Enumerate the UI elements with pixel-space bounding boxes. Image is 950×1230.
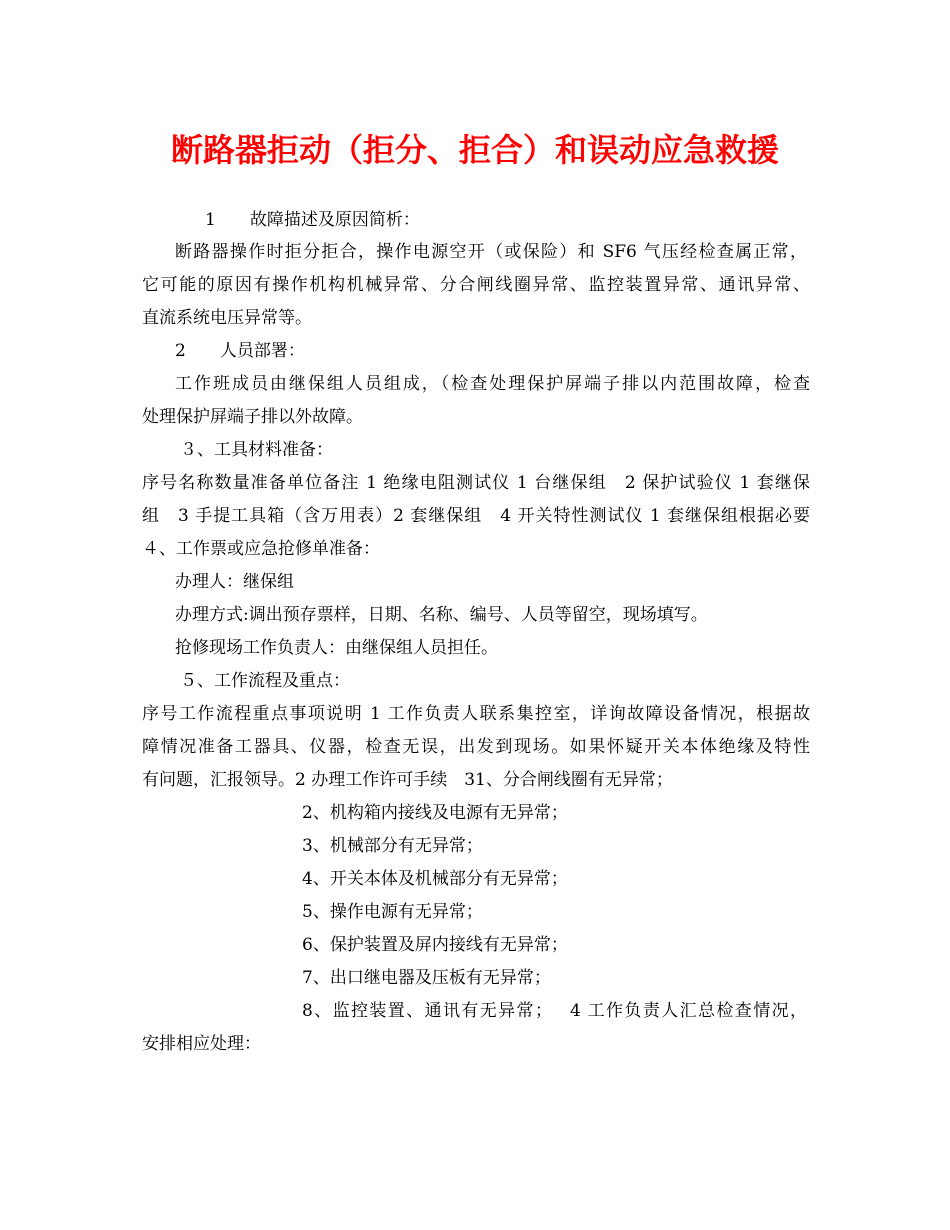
paragraph-line: 它可能的原因有操作机构机械异常、分合闸线圈异常、监控装置异常、通讯异常、 bbox=[142, 275, 810, 295]
document-title: 断路器拒动（拒分、拒合）和误动应急救援 bbox=[170, 131, 779, 169]
paragraph-line: 障情况准备工器具、仪器，检查无误，出发到现场。如果怀疑开关本体绝缘及特性 bbox=[142, 737, 810, 757]
checklist-item: 8、监控装置、通讯有无异常； 4 工作负责人汇总检查情况， bbox=[302, 1001, 807, 1021]
checklist-item: 3、机械部分有无异常； bbox=[302, 836, 483, 856]
paragraph-line: 有问题，汇报领导。2 办理工作许可手续 31、分合闸线圈有无异常； bbox=[142, 770, 673, 790]
paragraph-line: 处理保护屏端子排以外故障。 bbox=[142, 407, 363, 427]
checklist-item: 2、机构箱内接线及电源有无异常； bbox=[302, 803, 568, 823]
paragraph-line: 安排相应处理： bbox=[142, 1034, 261, 1054]
paragraph-line: 抢修现场工作负责人：由继保组人员担任。 bbox=[175, 638, 498, 658]
paragraph-line: 办理方式:调出预存票样，日期、名称、编号、人员等留空，现场填写。 bbox=[175, 605, 708, 625]
section-4-heading: ４、工作票或应急抢修单准备： bbox=[142, 539, 380, 559]
checklist-item: 4、开关本体及机械部分有无异常； bbox=[302, 869, 568, 889]
section-2-heading: 2 人员部署： bbox=[175, 341, 305, 361]
paragraph-line: 断路器操作时拒分拒合，操作电源空开（或保险）和 SF6 气压经检查属正常， bbox=[175, 242, 807, 262]
paragraph-line: 直流系统电压异常等。 bbox=[142, 308, 312, 328]
checklist-item: 6、保护装置及屏内接线有无异常； bbox=[302, 935, 568, 955]
paragraph-line: 序号工作流程重点事项说明 1 工作负责人联系集控室，详询故障设备情况，根据故 bbox=[142, 704, 810, 724]
section-3-heading: ３、工具材料准备： bbox=[180, 440, 333, 460]
checklist-item: 5、操作电源有无异常； bbox=[302, 902, 483, 922]
paragraph-line: 组 3 手提工具箱（含万用表）2 套继保组 4 开关特性测试仪 1 套继保组根据必要 bbox=[142, 506, 810, 526]
paragraph-line: 办理人：继保组 bbox=[175, 572, 294, 592]
section-5-heading: ５、工作流程及重点： bbox=[180, 671, 350, 691]
section-1-heading: 1 故障描述及原因简析： bbox=[205, 210, 420, 230]
paragraph-line: 工作班成员由继保组人员组成，（检查处理保护屏端子排以内范围故障，检查 bbox=[175, 374, 810, 394]
checklist-item: 7、出口继电器及压板有无异常； bbox=[302, 968, 551, 988]
paragraph-line: 序号名称数量准备单位备注 1 绝缘电阻测试仪 1 台继保组 2 保护试验仪 1 套继保 bbox=[142, 473, 810, 493]
